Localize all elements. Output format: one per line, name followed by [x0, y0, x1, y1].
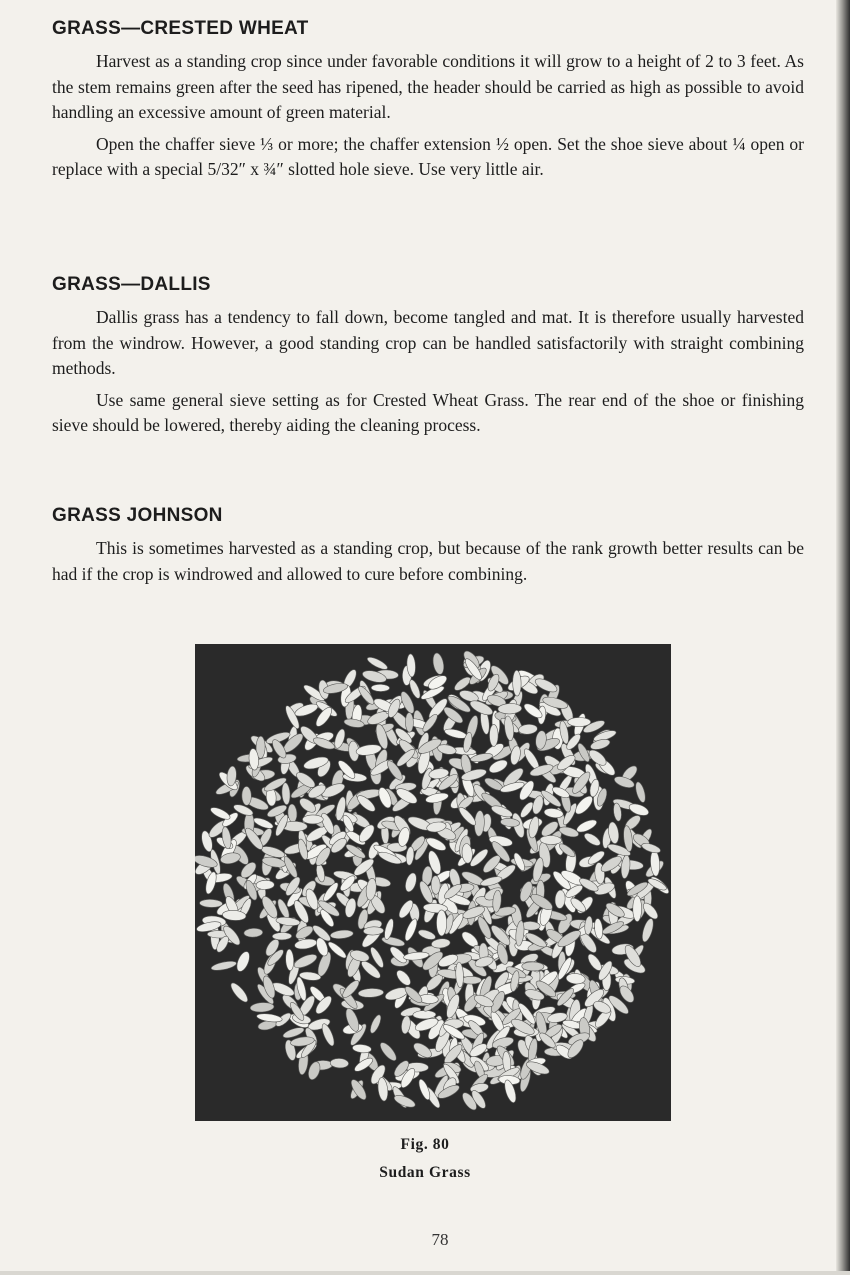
seed-shape: [461, 976, 481, 984]
seed-shape: [292, 952, 318, 971]
seed-shape: [355, 743, 382, 757]
seed-shape: [256, 1012, 283, 1023]
seed-shape: [413, 1010, 436, 1019]
paragraph: This is sometimes harvested as a standing crop, but because of the rank growth better results can be had if the crop is windrowed and allowed to cure before combining.: [52, 538, 804, 584]
seed-shape: [242, 786, 252, 805]
seed-shape: [358, 988, 384, 998]
seed-shape: [408, 678, 423, 699]
seed-shape: [228, 981, 250, 1005]
seed-shape: [490, 724, 499, 746]
seed-shape: [281, 782, 291, 805]
seed-shape: [403, 917, 419, 942]
paragraph: Dallis grass has a tendency to fall down, become tangled and mat. It is therefore usually harvested from the windrow. However, a good standing crop can be handled satisfactorily with straight combining methods.: [52, 307, 804, 378]
seed-shape: [371, 684, 390, 692]
seed-shape: [512, 670, 521, 696]
seed-shape: [487, 757, 509, 775]
seed-shape: [582, 831, 602, 848]
seed-pile-illustration: [195, 644, 671, 1121]
seed-shape: [383, 918, 395, 941]
page-bottom-edge: [0, 1271, 850, 1275]
seed-shape: [244, 928, 263, 938]
seed-shape: [199, 899, 222, 908]
sudan-grass-seed-photo: [195, 644, 671, 1121]
paragraph: Open the chaffer sieve ⅓ or more; the chaffer extension ½ open. Set the shoe sieve about ¼ open or replace with a special 5/32″ x ¾″ slotted hole sieve. Use very little air.: [52, 133, 804, 179]
seed-shape: [544, 807, 564, 819]
seed-shape: [444, 727, 468, 740]
section-dallis: [52, 273, 804, 445]
seed-shape: [558, 825, 580, 839]
seed-shape: [272, 932, 292, 940]
paragraph: Use same general sieve setting as for Crested Wheat Grass. The rear end of the shoe or finishing sieve should be lowered, thereby aiding the cleaning process.: [52, 389, 804, 435]
seed-shape: [303, 815, 324, 824]
seed-shape: [403, 872, 418, 893]
section-heading: GRASS—CRESTED WHEAT: [52, 18, 309, 39]
seed-shape: [634, 781, 647, 804]
seed-shape: [352, 1044, 372, 1054]
seed-shape: [294, 938, 318, 951]
seed-shape: [330, 1058, 349, 1068]
section-heading: GRASS JOHNSON: [52, 505, 223, 526]
seed-shape: [641, 841, 662, 854]
paragraph: Harvest as a standing crop since under favorable conditions it will grow to a height of 2 to 3 feet. As the stem remains green after the seed has ripened, the header should be carried as high as possible to avoid handling an excessive amount of green material.: [52, 51, 804, 122]
seed-shape: [210, 959, 237, 972]
seed-shape: [568, 718, 591, 727]
section-johnson: [52, 504, 804, 593]
seed-shape: [285, 949, 294, 971]
seed-shape: [431, 938, 451, 949]
figure-caption: Sudan Grass: [379, 1164, 471, 1181]
section-crested-wheat: [52, 17, 804, 189]
seed-shape: [330, 929, 354, 940]
seed-shape: [234, 950, 252, 974]
seed-shape: [405, 713, 413, 733]
seed-shape: [394, 968, 413, 988]
seed-shape: [405, 846, 415, 865]
seed-shape: [431, 652, 445, 675]
seed-shape: [554, 890, 565, 909]
seed-shape: [640, 917, 655, 943]
page-edge-shadow: [836, 0, 850, 1275]
seed-shape: [403, 951, 429, 961]
page-number: 78: [431, 1230, 449, 1249]
seed-shape: [575, 817, 598, 834]
seed-shape: [633, 896, 642, 922]
seed-shape: [452, 675, 472, 693]
seed-shape: [378, 1040, 399, 1063]
seed-shape: [366, 655, 389, 672]
seed-shape: [368, 1013, 383, 1034]
seed-shape: [320, 1022, 337, 1047]
seed-shape: [437, 910, 447, 936]
seed-shape: [522, 962, 544, 971]
seed-shape: [209, 805, 232, 821]
seed-shape: [417, 928, 437, 941]
section-heading: GRASS—DALLIS: [52, 274, 211, 295]
figure-number: Fig. 80: [400, 1136, 450, 1153]
